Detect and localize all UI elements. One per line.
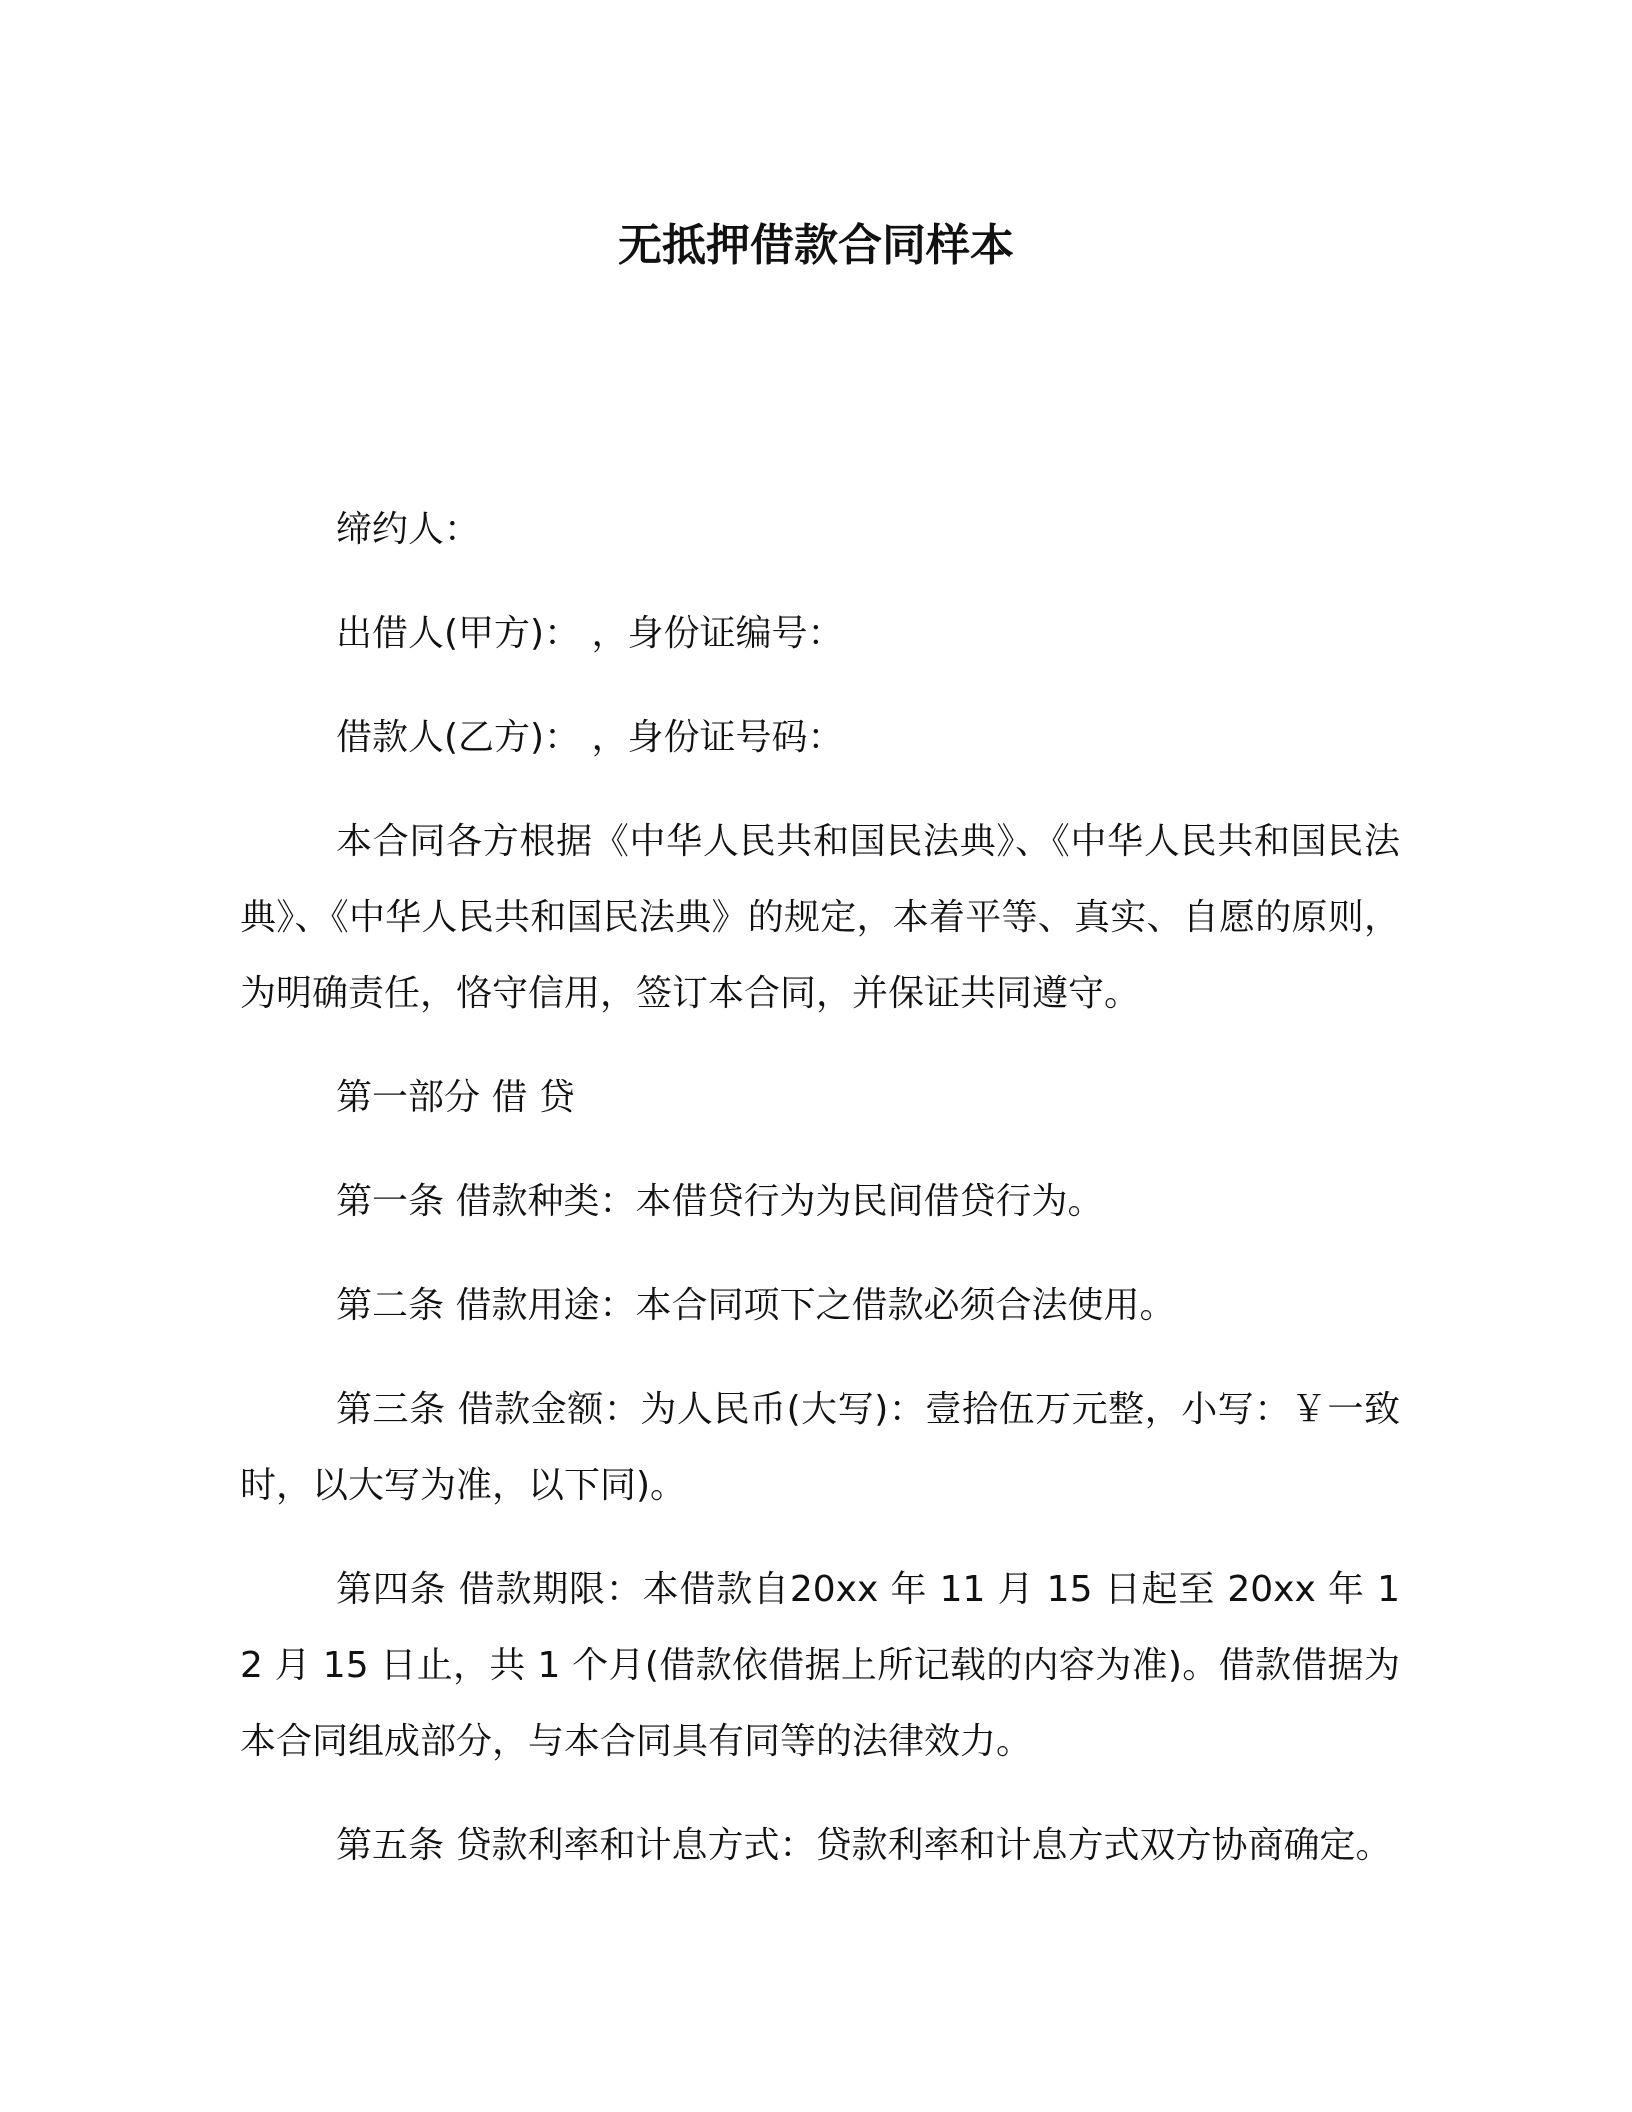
article-5-interest-rate: 第五条 贷款利率和计息方式：贷款利率和计息方式双方协商确定。 — [336, 1825, 1392, 1866]
paragraph-borrower: 借款人(乙方)： ，身份证号码： — [336, 717, 844, 758]
section-heading-part-one: 第一部分 借 贷 — [336, 1077, 575, 1118]
document-title: 无抵押借款合同样本 — [618, 220, 1014, 271]
article-4-loan-term: 第四条 借款期限：本借款自20xx 年 11 月 15 日起至 20xx 年 12 月 15 日止，共 1 个月(借款依借据上所记载的内容为准)。借款借据为本合同组成部分，与本合同具有同等的法律效力。 — [240, 1569, 1400, 1762]
paragraph-lender: 出借人(甲方)： ，身份证编号： — [336, 613, 844, 654]
document-body — [240, 492, 1400, 1884]
article-1-loan-type: 第一条 借款种类：本借贷行为为民间借贷行为。 — [336, 1181, 1104, 1222]
paragraph-parties-intro: 缔约人： — [336, 509, 481, 550]
paragraph-preamble: 本合同各方根据《中华人民共和国民法典》、《中华人民共和国民法典》、《中华人民共和国民法典》的规定，本着平等、真实、自愿的原则，为明确责任，恪守信用，签订本合同，并保证共同遵守。 — [240, 821, 1400, 1014]
article-2-loan-purpose: 第二条 借款用途：本合同项下之借款必须合法使用。 — [336, 1285, 1176, 1326]
article-3-loan-amount: 第三条 借款金额：为人民币(大写)：壹拾伍万元整，小写：￥一致时，以大写为准，以下同)。 — [240, 1389, 1400, 1506]
